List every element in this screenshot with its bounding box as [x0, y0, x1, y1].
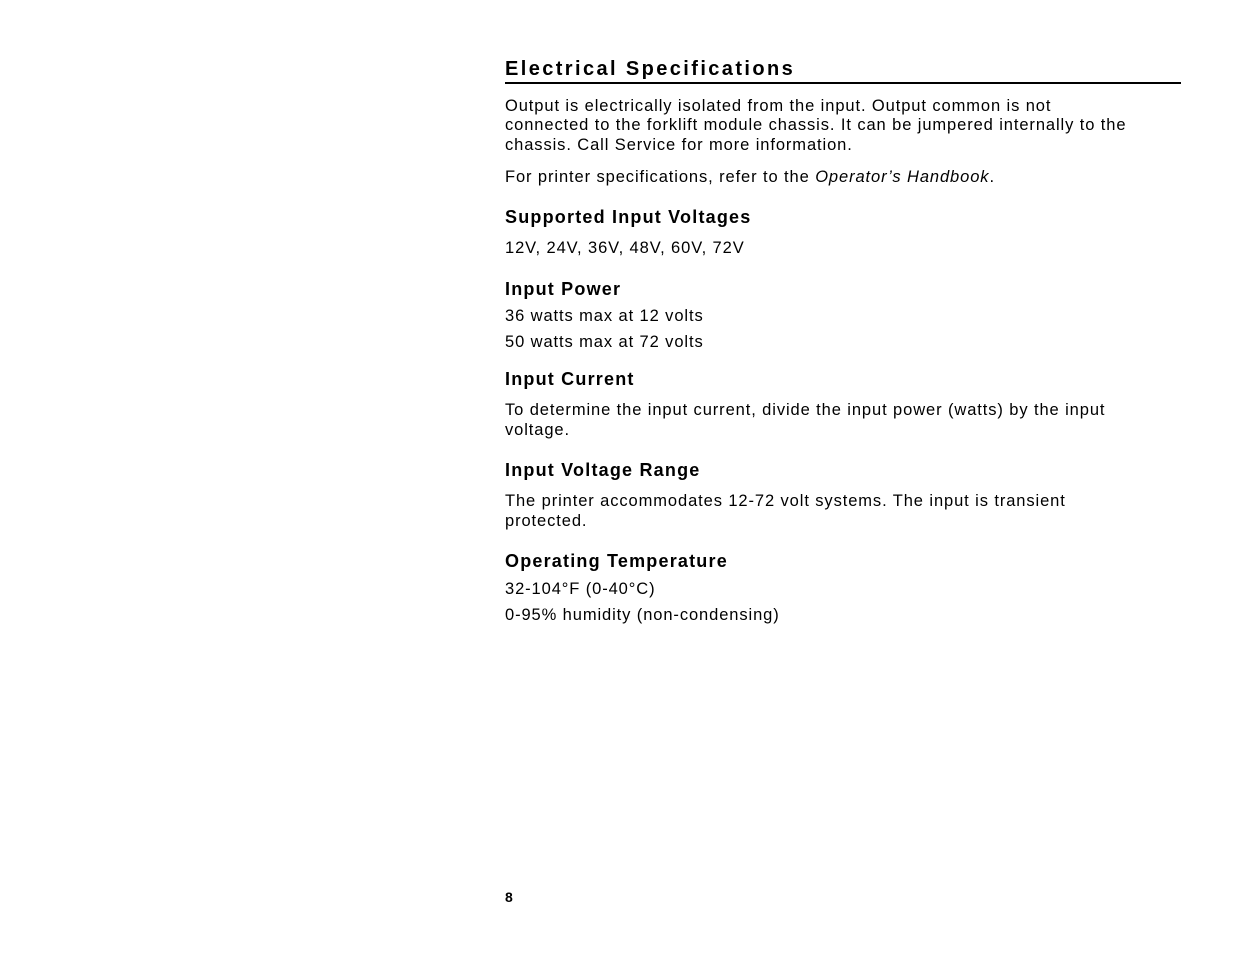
input-current-line-1: To determine the input current, divide the input power (watts) by the input: [505, 401, 1106, 419]
input-voltage-range-line-1: The printer accommodates 12-72 volt systems. The input is transient: [505, 492, 1066, 510]
input-voltage-range-line-2: protected.: [505, 512, 588, 530]
operating-temperature-line: 32-104°F (0-40°C): [505, 580, 656, 598]
page-number: 8: [505, 889, 513, 905]
intro-line-3: chassis. Call Service for more information.: [505, 136, 853, 154]
input-power-line: 50 watts max at 72 volts: [505, 333, 704, 351]
printer-spec-reference: [505, 168, 995, 188]
input-voltage-range-heading: Input Voltage Range: [505, 460, 701, 480]
operators-handbook-title: Operator’s Handbook: [815, 168, 990, 186]
input-current-heading: Input Current: [505, 369, 635, 389]
operating-temperature-heading: Operating Temperature: [505, 551, 728, 571]
section-title: Electrical Specifications: [505, 58, 796, 80]
operating-temperature-line: 0-95% humidity (non-condensing): [505, 606, 780, 624]
printer-ref-prefix: For printer specifications, refer to the: [505, 168, 816, 186]
input-current-line-2: voltage.: [505, 421, 570, 439]
intro-line-2: connected to the forklift module chassis. It can be jumpered internally to the: [505, 116, 1127, 134]
printer-ref-suffix: .: [989, 168, 995, 186]
supported-input-voltages-value: 12V, 24V, 36V, 48V, 60V, 72V: [505, 239, 745, 257]
title-rule: [505, 82, 1181, 84]
supported-input-voltages-heading: Supported Input Voltages: [505, 207, 752, 227]
intro-line-1: Output is electrically isolated from the input. Output common is not: [505, 97, 1052, 115]
input-power-line: 36 watts max at 12 volts: [505, 307, 704, 325]
input-power-heading: Input Power: [505, 279, 622, 299]
